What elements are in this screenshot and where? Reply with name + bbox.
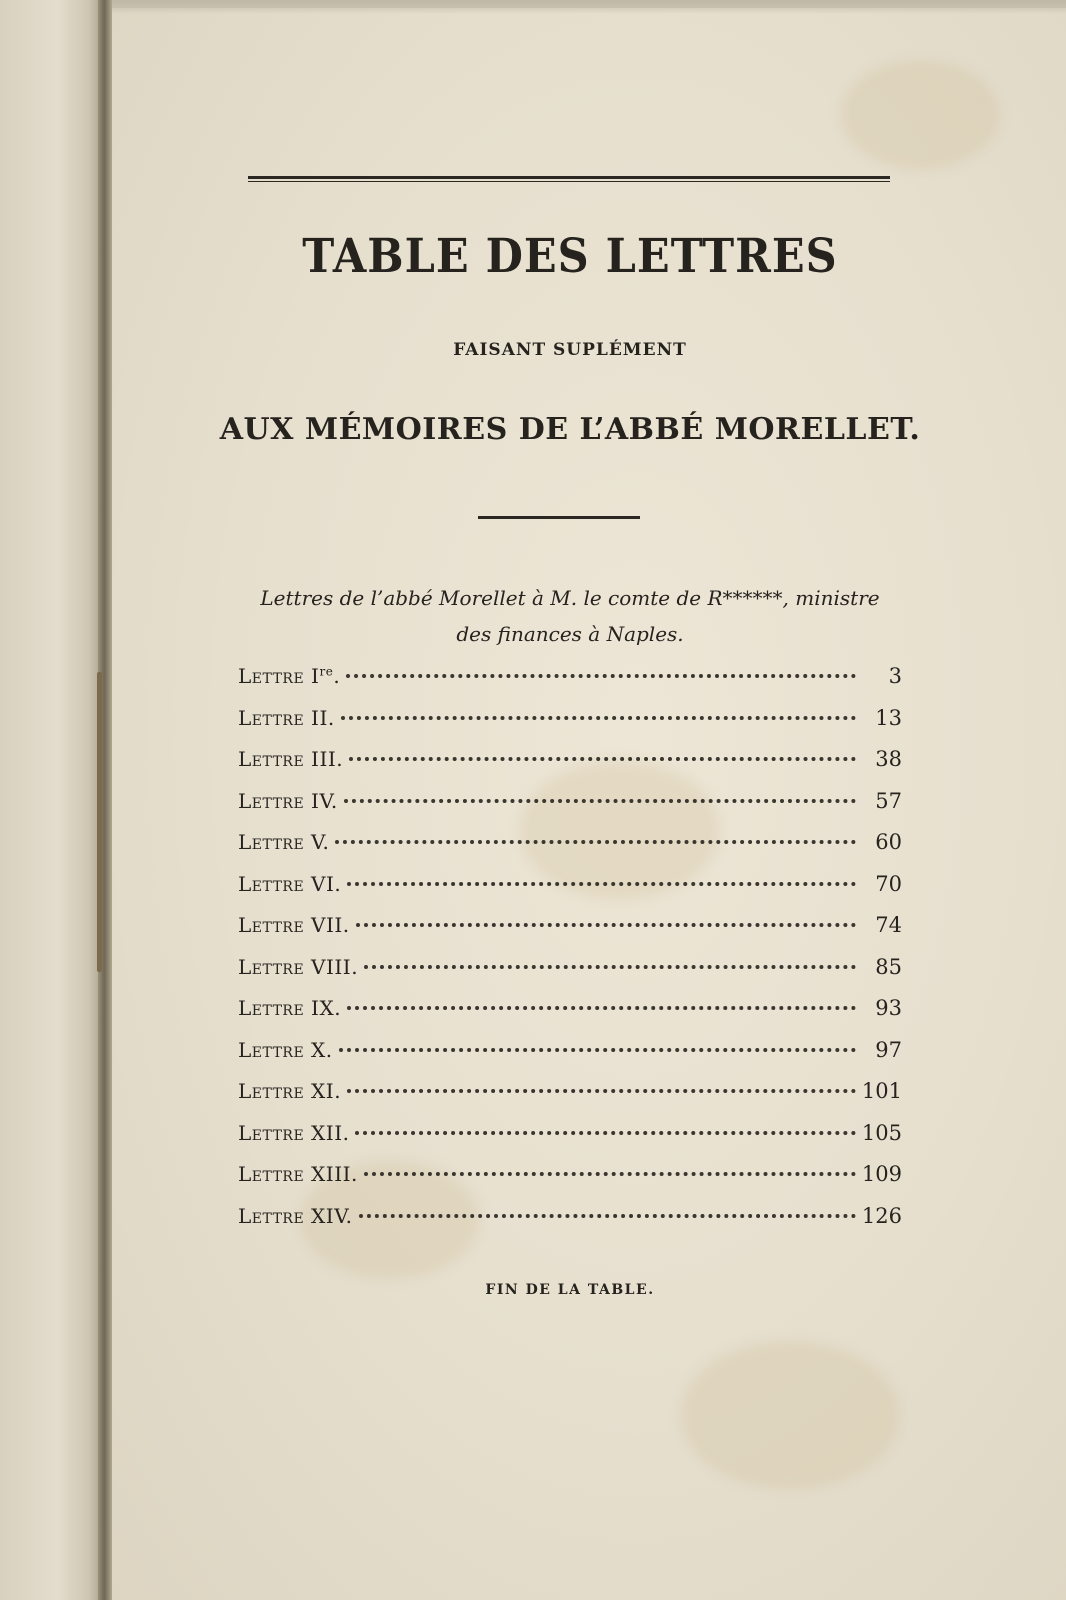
paper-stain — [680, 1340, 900, 1490]
toc-leader-dots — [355, 1131, 855, 1135]
toc-page-number: 60 — [875, 830, 902, 854]
toc-entry-title: Lettre IV. — [238, 788, 338, 813]
toc-entry-label — [238, 1121, 349, 1145]
toc-entry — [238, 1079, 902, 1121]
toc-page-number: 74 — [875, 913, 902, 937]
toc-entry-title: Lettre III. — [238, 747, 344, 771]
toc-entry-label — [238, 1204, 353, 1228]
page-subtitle: FAISANT SUPLÉMENT — [453, 340, 687, 360]
binding-thread — [97, 672, 102, 972]
toc-entry-title: Lettre X. — [238, 1037, 333, 1062]
toc-leader-dots — [341, 716, 856, 720]
toc-page-number: 109 — [861, 1162, 902, 1186]
toc-leader-dots — [364, 1172, 856, 1176]
short-rule — [478, 516, 640, 519]
toc-page-number: 38 — [875, 747, 902, 771]
toc-entry — [238, 1038, 902, 1080]
intro-line-2: des finances à Naples. — [456, 622, 684, 646]
page-subtitle-main: AUX MÉMOIRES DE L’ABBÉ MORELLET. — [219, 412, 921, 447]
intro-text — [240, 580, 900, 652]
toc-entry-label — [238, 664, 340, 688]
toc-entry-label — [238, 1079, 341, 1103]
toc-entry — [238, 664, 902, 706]
toc-entry-title: Lettre XII. — [238, 1120, 350, 1145]
toc-entry — [238, 996, 902, 1038]
toc-leader-dots — [347, 1089, 856, 1093]
toc-page-number: 57 — [875, 788, 902, 813]
toc-entry-title: Lettre XI. — [238, 1079, 342, 1103]
toc-entry — [238, 955, 902, 997]
toc-entry-label — [238, 1038, 333, 1062]
toc-leader-dots — [359, 1214, 856, 1218]
toc-entry-label — [238, 789, 338, 813]
toc-entry — [238, 872, 902, 914]
toc-entry-title: Lettre IX. — [238, 996, 342, 1020]
toc-entry-title: Lettre VI. — [238, 871, 342, 896]
toc-entry-suffix: . — [333, 664, 341, 688]
toc-page-number: 126 — [861, 1203, 902, 1228]
toc-leader-dots — [339, 1048, 856, 1052]
toc-page-number: 105 — [861, 1120, 902, 1145]
toc-entry-title: Lettre VII. — [238, 913, 350, 937]
toc-page-number: 3 — [888, 664, 902, 688]
toc-entry-title: Lettre XIV. — [238, 1203, 353, 1228]
toc-entry-superscript: re — [319, 664, 334, 679]
toc-entry — [238, 913, 902, 955]
toc-entry-title: Lettre I — [238, 664, 320, 688]
toc-entry-title: Lettre V. — [238, 830, 330, 854]
toc-entry — [238, 1204, 902, 1246]
left-page-edge — [0, 0, 104, 1600]
toc-leader-dots — [349, 757, 856, 761]
toc-leader-dots — [335, 840, 856, 844]
toc-leader-dots — [356, 923, 856, 927]
toc-entry-label — [238, 830, 329, 854]
toc-entry — [238, 747, 902, 789]
paper-stain — [840, 60, 1000, 170]
toc-page-number: 85 — [875, 954, 902, 979]
toc-leader-dots — [347, 1006, 856, 1010]
toc-entry — [238, 1121, 902, 1163]
toc-entry-title: Lettre VIII. — [238, 954, 359, 979]
intro-line-1: Lettres de l’abbé Morellet à M. le comte de R******, ministre — [260, 586, 880, 610]
toc-page-number: 70 — [875, 871, 902, 896]
table-of-contents — [238, 664, 902, 1245]
toc-leader-dots — [347, 882, 856, 886]
page-title: TABLE DES LETTRES — [302, 230, 838, 284]
toc-entry — [238, 830, 902, 872]
toc-entry — [238, 1162, 902, 1204]
toc-entry — [238, 789, 902, 831]
page-top-shadow — [110, 0, 1066, 14]
toc-page-number: 97 — [875, 1037, 902, 1062]
toc-page-number: 101 — [861, 1079, 902, 1103]
toc-entry-label — [238, 913, 350, 937]
top-rule — [248, 176, 890, 182]
toc-page-number: 13 — [875, 705, 902, 730]
toc-entry-label — [238, 747, 343, 771]
toc-entry-title: Lettre XIII. — [238, 1162, 358, 1186]
toc-leader-dots — [346, 674, 856, 678]
toc-entry-label — [238, 706, 335, 730]
toc-entry-label — [238, 872, 341, 896]
toc-entry — [238, 706, 902, 748]
toc-leader-dots — [364, 965, 856, 969]
toc-entry-title: Lettre II. — [238, 705, 335, 730]
toc-entry-label — [238, 1162, 358, 1186]
toc-entry-label — [238, 955, 358, 979]
end-of-table: FIN DE LA TABLE. — [485, 1282, 655, 1298]
toc-entry-label — [238, 996, 341, 1020]
toc-leader-dots — [344, 799, 856, 803]
toc-page-number: 93 — [875, 996, 902, 1020]
